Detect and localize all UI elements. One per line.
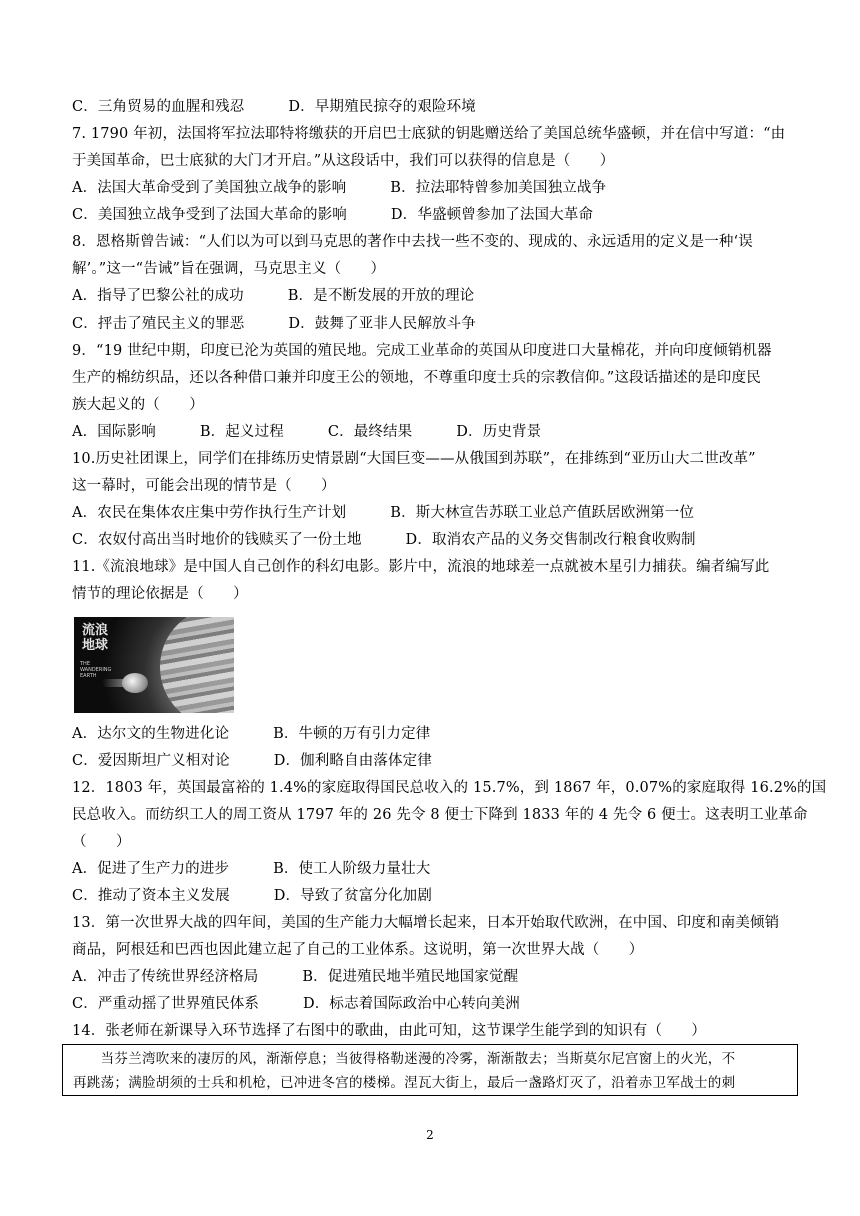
q10-stem-line2: 这一幕时，可能会出现的情节是（ ） [72,478,336,494]
q10-stem-line1: 10.历史社团课上，同学们在排练历史情景剧“大国巨变——从俄国到苏联”，在排练到“亚历山大二世改革” [72,451,756,467]
q10-options-cd: C．农奴付高出当时地价的钱赎买了一份土地 D．取消农产品的义务交售制改行粮食收购制 [72,532,696,548]
q8-options-cd: C．抨击了殖民主义的罪恶 D．鼓舞了亚非人民解放斗争 [72,316,476,332]
q7-options-cd: C．美国独立战争受到了法国大革命的影响 D．华盛顿曾参加了法国大革命 [72,207,594,223]
q9-stem-line2: 生产的棉纺织品，还以各种借口兼并印度王公的领地，不尊重印度士兵的宗教信仰。”这段话描述的是印度民 [72,370,761,386]
q12-stem-line1: 12．1803 年，英国最富裕的 1.4%的家庭取得国民总收入的 15.7%，到 1867 年，0.07%的家庭取得 16.2%的国 [72,780,827,796]
q12-options-cd: C．推动了资本主义发展 D．导致了贫富分化加剧 [72,888,432,904]
poster-title: 流浪地球 [82,623,109,653]
q13-stem-line2: 商品，阿根廷和巴西也因此建立起了自己的工业体系。这说明，第一次世界大战（ ） [72,942,644,958]
q11-stem-line1: 11.《流浪地球》是中国人自己创作的科幻电影。影片中，流浪的地球差一点就被木星引力捕获。编者编写此 [72,559,770,575]
song-lyrics-box [62,1044,798,1096]
q11-options-cd: C．爱因斯坦广义相对论 D．伽利略自由落体定律 [72,753,432,769]
poster-subtitle: THE WANDERING EARTH [80,661,112,679]
q13-stem-line1: 13．第一次世界大战的四年间，美国的生产能力大幅增长起来，日本开始取代欧洲，在中国、印度和南美倾销 [72,915,780,931]
q9-stem-line1: 9．“19 世纪中期，印度已沦为英国的殖民地。完成工业革命的英国从印度进口大量棉花，并向印度倾销机器 [72,343,772,359]
q7-stem-line2: 于美国革命，巴士底狱的大门才开启。”从这段话中，我们可以获得的信息是（ ） [72,153,615,169]
q7-stem-line1: 7. 1790 年初，法国将军拉法耶特将缴获的开启巴士底狱的钥匙赠送给了美国总统华盛顿，并在信中写道：“由 [72,126,786,142]
q8-options-ab: A．指导了巴黎公社的成功 B．是不断发展的开放的理论 [72,288,475,304]
q11-stem-line2: 情节的理论依据是（ ） [72,586,248,602]
q9-stem-line3: 族大起义的（ ） [72,397,204,413]
q9-options: A．国际影响 B．起义过程 C．最终结果 D．历史背景 [72,424,542,440]
q8-stem-line1: 8．恩格斯曾告诫：“人们以为可以到马克思的著作中去找一些不变的、现成的、永远适用的定义是一种‘误 [72,234,753,250]
page-number: 2 [426,1128,434,1142]
wandering-earth-poster-image [74,617,234,713]
earth-graphic [122,673,148,693]
q8-stem-line2: 解’。”这一“告诫”旨在强调，马克思主义（ ） [72,261,386,277]
lyrics-line-2: 再跳荡；满脸胡须的士兵和机枪，已冲进冬宫的楼梯。涅瓦大街上，最后一盏路灯灭了，沿着赤卫军战士的刺 [73,1075,736,1091]
q13-options-ab: A．冲击了传统世界经济格局 B．促进殖民地半殖民地国家觉醒 [72,969,519,985]
q7-options-ab: A．法国大革命受到了美国独立战争的影响 B．拉法耶特曾参加美国独立战争 [72,180,607,196]
q13-options-cd: C．严重动摇了世界殖民体系 D．标志着国际政治中心转向美洲 [72,996,520,1012]
q12-options-ab: A．促进了生产力的进步 B．使工人阶级力量壮大 [72,861,431,877]
jupiter-graphic [160,617,234,713]
q11-options-ab: A．达尔文的生物进化论 B．牛顿的万有引力定律 [72,726,431,742]
q10-options-ab: A．农民在集体农庄集中劳作执行生产计划 B．斯大林宣告苏联工业总产值跃居欧洲第一位 [72,505,695,521]
q6-options-cd: C．三角贸易的血腥和残忍 D．早期殖民掠夺的艰险环境 [72,99,476,115]
q12-stem-line2: 民总收入。而纺织工人的周工资从 1797 年的 26 先令 8 便士下降到 1833 年的 4 先令 6 便士。这表明工业革命 [72,807,808,823]
lyrics-line-1: 当芬兰湾吹来的凄厉的风，渐渐停息；当彼得格勒迷漫的冷雾，渐渐散去；当斯莫尔尼宫窗上的火光，不 [73,1051,736,1067]
q12-stem-line3: （ ） [72,834,131,850]
q14-stem: 14．张老师在新课导入环节选择了右图中的歌曲，由此可知，这节课学生能学到的知识有（ ） [72,1023,707,1039]
